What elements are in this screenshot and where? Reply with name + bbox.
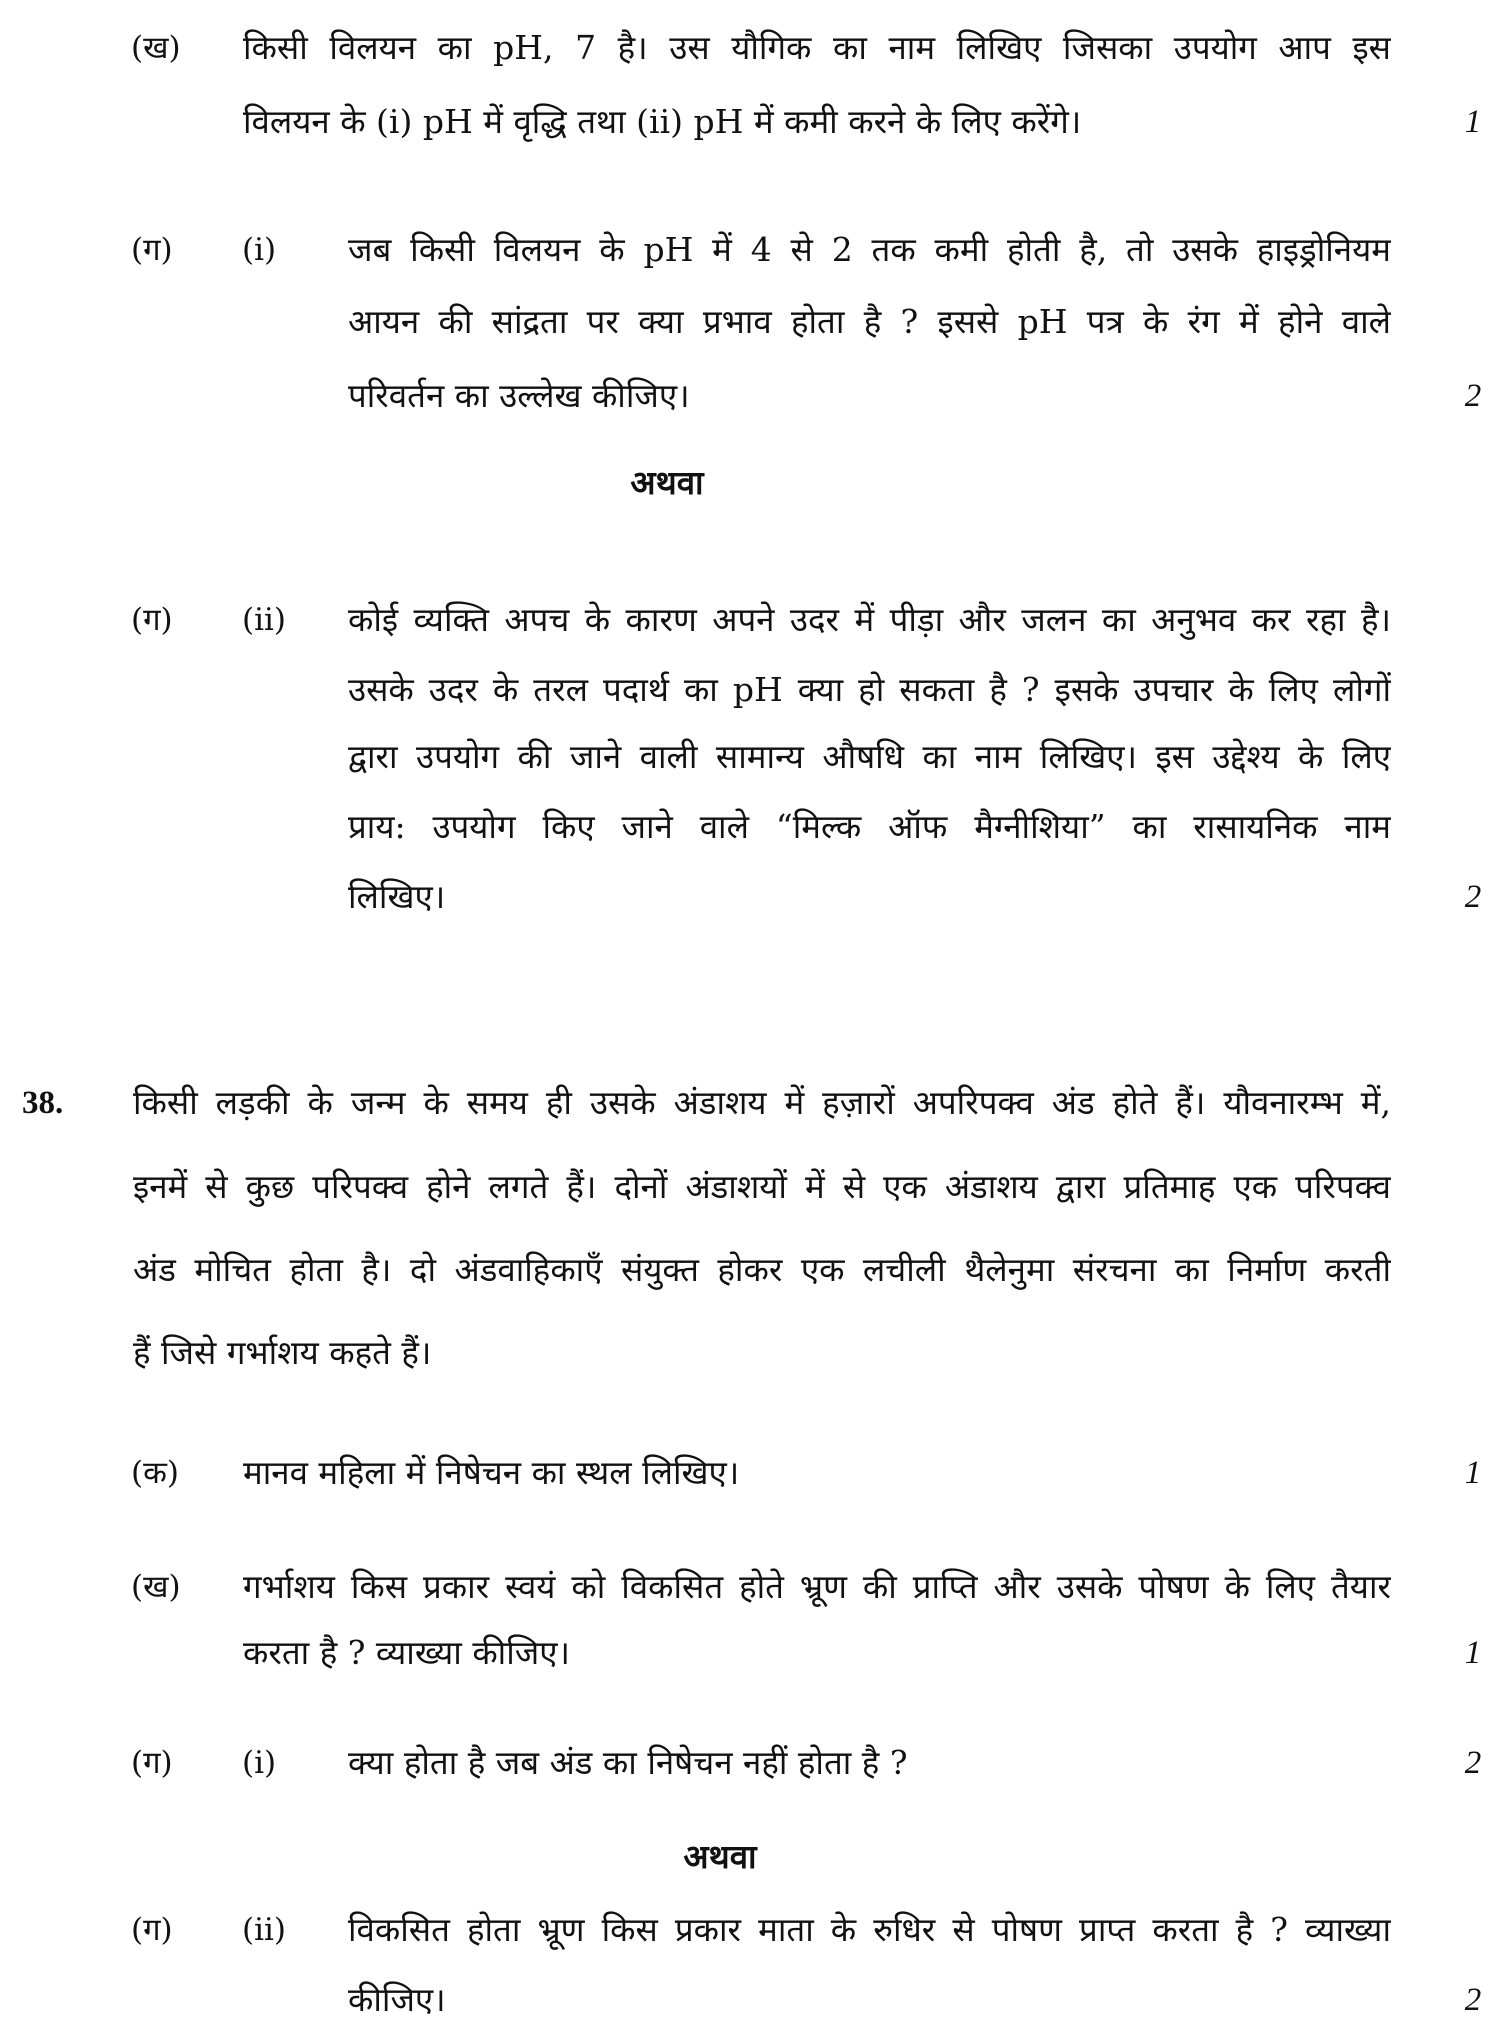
question-text-line: प्राय: उपयोग किए जाने वाले “मिल्क ऑफ मैग्नीशिया” का रासायनिक नाम bbox=[348, 807, 1391, 846]
subpart-label: (i) bbox=[242, 1745, 277, 1781]
marks-value: 2 bbox=[1464, 1982, 1482, 2018]
question-text-line: मानव महिला में निषेचन का स्थल लिखिए। bbox=[243, 1453, 740, 1492]
question-number: 38. bbox=[22, 1085, 64, 1121]
question-text-line: किसी लड़की के जन्म के समय ही उसके अंडाशय में हज़ारों अपरिपक्व अंड होते हैं। यौवनारम्भ में, bbox=[133, 1083, 1391, 1122]
question-text-line: उसके उदर के तरल पदार्थ का pH क्या हो सकता है ? इसके उपचार के लिए लोगों bbox=[348, 670, 1391, 709]
question-text-line: विकसित होता भ्रूण किस प्रकार माता के रुधिर से पोषण प्राप्त करता है ? व्याख्या bbox=[348, 1910, 1391, 1949]
question-text-line: करता है ? व्याख्या कीजिए। bbox=[243, 1633, 571, 1672]
marks-value: 1 bbox=[1464, 1635, 1482, 1671]
question-text-line: क्या होता है जब अंड का निषेचन नहीं होता है ? bbox=[348, 1743, 908, 1782]
marks-value: 1 bbox=[1464, 104, 1482, 140]
or-separator: अथवा bbox=[630, 463, 704, 502]
part-label: (ग) bbox=[131, 602, 173, 638]
part-label: (ग) bbox=[131, 1912, 173, 1948]
question-text-line: जब किसी विलयन के pH में 4 से 2 तक कमी होती है, तो उसके हाइड्रोनियम bbox=[348, 230, 1391, 269]
marks-value: 2 bbox=[1464, 1745, 1482, 1781]
subpart-label: (ii) bbox=[242, 1912, 287, 1948]
question-text-line: हैं जिसे गर्भाशय कहते हैं। bbox=[133, 1333, 432, 1372]
part-label: (ग) bbox=[131, 1745, 173, 1781]
subpart-label: (i) bbox=[242, 232, 277, 268]
question-text-line: लिखिए। bbox=[348, 877, 446, 916]
question-text-line: अंड मोचित होता है। दो अंडवाहिकाएँ संयुक्त होकर एक लचीली थैलेनुमा संरचना का निर्माण करती bbox=[133, 1250, 1391, 1289]
question-text-line: कोई व्यक्ति अपच के कारण अपने उदर में पीड़ा और जलन का अनुभव कर रहा है। bbox=[348, 600, 1391, 639]
part-label: (ख) bbox=[131, 30, 181, 66]
question-text-line: परिवर्तन का उल्लेख कीजिए। bbox=[348, 376, 690, 415]
question-text-line: किसी विलयन का pH, 7 है। उस यौगिक का नाम लिखिए जिसका उपयोग आप इस bbox=[243, 28, 1391, 67]
part-label: (ग) bbox=[131, 232, 173, 268]
part-label: (क) bbox=[131, 1455, 179, 1491]
question-text-line: इनमें से कुछ परिपक्व होने लगते हैं। दोनों अंडाशयों में से एक अंडाशय द्वारा प्रतिमाह एक परिपक्व bbox=[133, 1167, 1391, 1206]
question-text-line: आयन की सांद्रता पर क्या प्रभाव होता है ? इससे pH पत्र के रंग में होने वाले bbox=[348, 302, 1391, 341]
question-text-line: गर्भाशय किस प्रकार स्वयं को विकसित होते भ्रूण की प्राप्ति और उसके पोषण के लिए तैयार bbox=[243, 1567, 1391, 1606]
marks-value: 2 bbox=[1464, 378, 1482, 414]
part-label: (ख) bbox=[131, 1569, 181, 1605]
marks-value: 1 bbox=[1464, 1455, 1482, 1491]
question-text-line: कीजिए। bbox=[348, 1980, 446, 2019]
question-text-line: विलयन के (i) pH में वृद्धि तथा (ii) pH में कमी करने के लिए करेंगे। bbox=[243, 102, 1082, 141]
subpart-label: (ii) bbox=[242, 602, 287, 638]
or-separator: अथवा bbox=[683, 1837, 757, 1876]
marks-value: 2 bbox=[1464, 879, 1482, 915]
question-text-line: द्वारा उपयोग की जाने वाली सामान्य औषधि का नाम लिखिए। इस उद्देश्य के लिए bbox=[348, 737, 1391, 776]
